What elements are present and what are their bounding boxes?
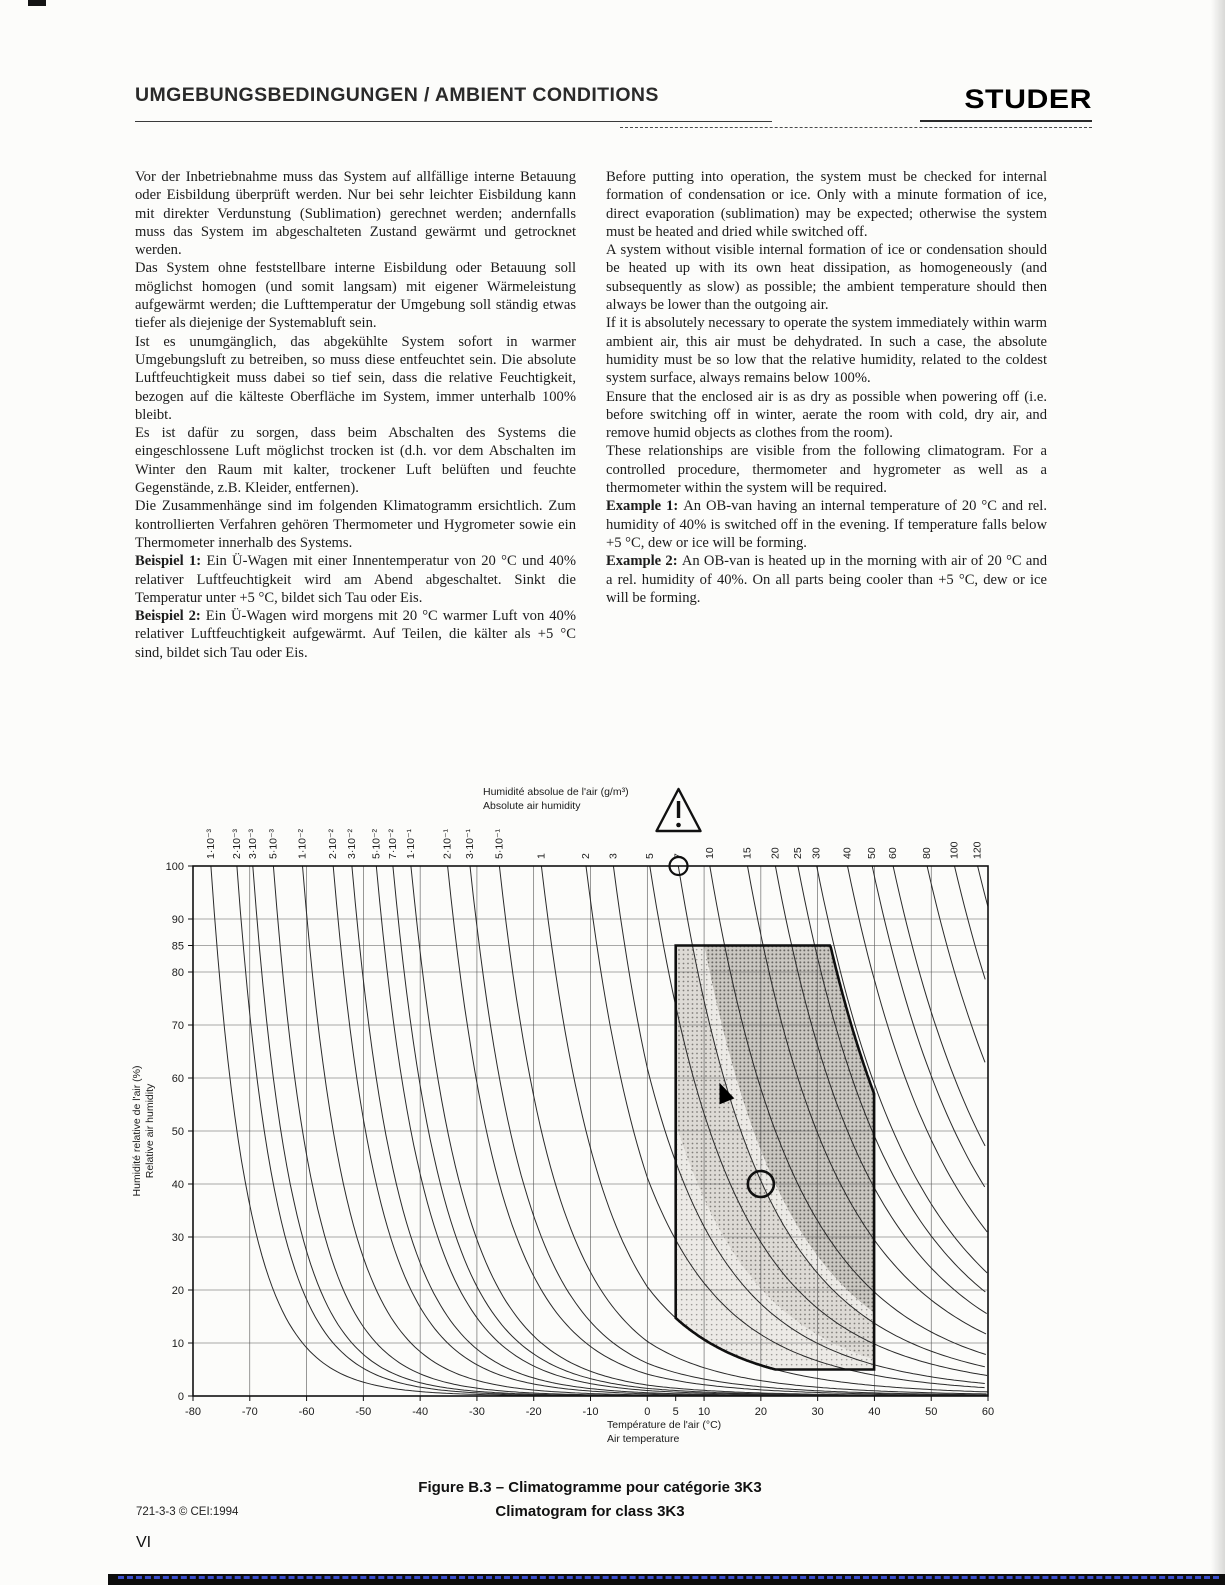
climatogram-chart <box>115 773 1077 1475</box>
abs-humidity-curve <box>872 866 985 1187</box>
paragraph <box>135 168 576 259</box>
y-axis-title <box>131 1066 156 1197</box>
paragraph-body: Before putting into operation, the system must be checked for internal formation of condensation or ice. Only with a minute formation of ice, direct evaporation (sublimation) may be expected; otherwise the system must be heated and dried while switched off. <box>606 169 1047 240</box>
paragraph-lead: Example 1: <box>606 498 684 515</box>
svg-text:10: 10 <box>171 1338 184 1350</box>
climatogram-figure <box>115 773 1077 1475</box>
svg-text:-30: -30 <box>468 1406 485 1418</box>
paragraph <box>606 442 1047 497</box>
svg-text:2·10⁻³: 2·10⁻³ <box>230 828 243 859</box>
x-tick-labels <box>185 1396 994 1418</box>
logo-rule <box>920 120 1092 122</box>
svg-text:-70: -70 <box>241 1406 258 1418</box>
svg-text:100: 100 <box>948 841 961 859</box>
page-number: VI <box>136 1534 152 1551</box>
paragraph <box>606 552 1047 607</box>
paragraph-lead: Beispiel 2: <box>135 608 206 625</box>
x-axis-title <box>607 1419 721 1445</box>
svg-text:80: 80 <box>171 967 184 979</box>
svg-text:Humidité relative de l'air (%: Humidité relative de l'air (%) <box>131 1065 143 1197</box>
abs-humidity-curve <box>893 866 985 1146</box>
svg-text:-10: -10 <box>582 1406 599 1418</box>
svg-text:90: 90 <box>171 914 184 926</box>
svg-text:3·10⁻¹: 3·10⁻¹ <box>464 828 477 859</box>
paragraph-lead: Beispiel 1: <box>135 553 207 570</box>
svg-text:5: 5 <box>672 1406 679 1418</box>
page-header <box>135 84 1092 115</box>
paragraph <box>606 388 1047 443</box>
svg-text:50: 50 <box>171 1126 184 1138</box>
header-rule <box>135 121 772 122</box>
svg-text:30: 30 <box>171 1232 184 1244</box>
svg-text:1·10⁻¹: 1·10⁻¹ <box>404 828 417 859</box>
paragraph-body: A system without visible internal formation of ice or condensation should be heated up with its own heat dissipation, as homogeneously (and subsequently as slow) as possible; the ambient temperature should then always be lower than the outgoing air. <box>606 242 1047 314</box>
svg-text:30: 30 <box>810 847 823 859</box>
svg-text:5: 5 <box>643 853 656 859</box>
svg-text:60: 60 <box>171 1073 184 1085</box>
paragraph-body: An OB-van is heated up in the morning with air of 20 °C and a rel. humidity of 40%. On all parts being cooler than +5 °C, dew or ice will be forming. <box>606 553 1047 606</box>
paragraph-body: Ist es unumgänglich, das abgekühlte System sofort in warmer Umgebungsluft zu betreiben, so muss diese entfeuchtet sein. Die absolute Luftfeuchtigkeit muss dabei so tief sein, dass die relative Feuchtigkeit, bezogen auf die kälteste Oberfläche im System, immer unterhalb 100% bleibt. <box>135 333 576 423</box>
svg-text:85: 85 <box>171 940 184 953</box>
paragraph-lead: Example 2: <box>606 553 682 570</box>
scan-edge-shadow <box>1211 0 1225 1585</box>
paragraph-body: These relationships are visible from the following climatogram. For a controlled procedure, thermometer and hygrometer as well as a thermometer within the system will be required. <box>606 443 1047 497</box>
paragraph <box>606 314 1047 387</box>
svg-text:20: 20 <box>754 1406 767 1418</box>
studer-logo: STUDER <box>964 84 1092 114</box>
paragraph <box>135 552 576 607</box>
abs-humidity-curve <box>955 866 986 979</box>
svg-text:60: 60 <box>887 847 900 859</box>
class-region-3k3 <box>676 946 874 1370</box>
svg-text:100: 100 <box>165 861 184 873</box>
svg-text:5·10⁻¹: 5·10⁻¹ <box>493 828 506 859</box>
svg-text:50: 50 <box>866 847 879 859</box>
scan-corner-mark <box>28 0 46 6</box>
abs-humidity-curve <box>978 866 988 906</box>
top-axis-labels <box>205 828 984 859</box>
figure-caption-fr: Figure B.3 – Climatogramme pour catégorie 3K3 <box>418 1479 762 1496</box>
figure-caption-en: Climatogram for class 3K3 <box>495 1503 685 1520</box>
paragraph <box>135 607 576 662</box>
header-dashed-rule <box>620 127 1092 128</box>
svg-text:3·10⁻³: 3·10⁻³ <box>246 828 259 859</box>
paragraph <box>606 497 1047 552</box>
svg-text:20: 20 <box>171 1285 184 1297</box>
paragraph-body: An OB-van having an internal temperature of 20 °C and rel. humidity of 40% is switched off in the evening. If temperature falls below +5 °C, dew or ice will be forming. <box>606 498 1047 551</box>
paragraph-body: Ein Ü-Wagen mit einer Innentemperatur von 20 °C und 40% relativer Luftfeuchtigkeit wird am Abend abgeschaltet. Sinkt die Temperatur unter +5 °C, bildet sich Tau oder Eis. <box>135 553 576 606</box>
english-column <box>606 168 1047 662</box>
svg-text:2: 2 <box>579 853 592 859</box>
warning-triangle-icon <box>657 789 701 831</box>
svg-text:Relative air humidity: Relative air humidity <box>144 1083 156 1179</box>
svg-text:-50: -50 <box>355 1406 372 1418</box>
document-reference: 721-3-3 © CEI:1994 <box>136 1506 239 1518</box>
svg-text:7: 7 <box>672 853 685 859</box>
paragraph-body: Vor der Inbetriebnahme muss das System auf allfällige interne Betauung oder Eisbildung überprüft werden. Nur bei sehr leichter Eisbildung kann mit direkter Verdunstung (Sublimation) gerechnet werden; andernfalls muss das System im abgeschalteten Zustand gewärmt und getrocknet werden. <box>135 169 576 259</box>
paragraph <box>135 259 576 332</box>
paragraph-body: Ein Ü-Wagen wird morgens mit 20 °C warmer Luft von 40% relativer Luftfeuchtigkeit aufgewärmt. Auf Teilen, die kälter als +5 °C sind, bildet sich Tau oder Eis. <box>135 608 576 661</box>
svg-text:40: 40 <box>841 847 854 859</box>
svg-text:Air temperature: Air temperature <box>607 1433 680 1445</box>
svg-text:50: 50 <box>925 1406 938 1418</box>
paragraph <box>135 333 576 424</box>
svg-text:1·10⁻²: 1·10⁻² <box>296 828 309 859</box>
scan-bottom-bar <box>108 1574 1225 1585</box>
svg-text:3·10⁻²: 3·10⁻² <box>345 828 358 859</box>
paragraph-body: Ensure that the enclosed air is as dry as possible when powering off (i.e. before switching off in winter, aerate the room with cold, dry air, and remove humid objects as clothes from the room). <box>606 388 1047 442</box>
abs-humidity-curve <box>927 866 985 1062</box>
svg-text:Absolute air humidity: Absolute air humidity <box>483 800 581 812</box>
svg-text:40: 40 <box>171 1179 184 1191</box>
svg-text:1: 1 <box>535 853 548 859</box>
svg-text:3: 3 <box>607 853 620 859</box>
svg-text:2·10⁻¹: 2·10⁻¹ <box>441 828 454 859</box>
german-column <box>135 168 576 662</box>
svg-text:0: 0 <box>177 1391 184 1403</box>
svg-text:-80: -80 <box>185 1406 201 1418</box>
svg-text:Humidité absolue de l'air (g: Humidité absolue de l'air (g/m³) <box>483 786 629 798</box>
svg-text:15: 15 <box>741 847 754 859</box>
svg-text:20: 20 <box>769 847 782 859</box>
top-axis-title <box>483 786 629 812</box>
svg-text:40: 40 <box>868 1406 881 1418</box>
svg-text:7·10⁻²: 7·10⁻² <box>386 828 399 859</box>
y-tick-labels <box>166 861 193 1403</box>
svg-text:30: 30 <box>811 1406 824 1418</box>
svg-text:-60: -60 <box>298 1406 315 1418</box>
page-title: UMGEBUNGSBEDINGUNGEN / AMBIENT CONDITIONS <box>135 84 659 106</box>
paragraph-body: If it is absolutely necessary to operate the system immediately within warm ambient air, this air must be dehydrated. In such a case, the absolute humidity must be so low that the relative humidity, related to the coldest system surface, always remains below 100%. <box>606 315 1047 387</box>
svg-text:-40: -40 <box>412 1406 429 1418</box>
paragraph <box>606 168 1047 241</box>
svg-text:70: 70 <box>171 1020 184 1032</box>
paragraph <box>135 497 576 552</box>
svg-text:10: 10 <box>703 847 716 859</box>
svg-text:80: 80 <box>921 847 934 859</box>
svg-text:5·10⁻³: 5·10⁻³ <box>267 828 280 859</box>
paragraph <box>135 424 576 497</box>
paragraph-body: Es ist dafür zu sorgen, dass beim Abschalten des Systems die eingeschlossene Luft möglichst trocken ist (d.h. vor dem Abschalten im Winter den Raum mit kalter, trockener Luft belüften und feuchte Gegenstände, z.B. Kleider, entfernen). <box>135 425 576 497</box>
svg-text:-20: -20 <box>525 1406 542 1418</box>
body-text <box>135 168 1047 662</box>
svg-text:60: 60 <box>981 1406 995 1418</box>
svg-text:0: 0 <box>644 1406 651 1418</box>
svg-text:5·10⁻²: 5·10⁻² <box>370 828 383 859</box>
paragraph-body: Die Zusammenhänge sind im folgenden Klimatogramm ersichtlich. Zum kontrollierten Verfahren gehören Thermometer und Hygrometer sowie ein Thermometer innerhalb des Systems. <box>135 498 576 551</box>
svg-text:25: 25 <box>791 847 804 859</box>
svg-text:2·10⁻²: 2·10⁻² <box>327 828 340 859</box>
svg-text:10: 10 <box>697 1406 711 1418</box>
paragraph <box>606 241 1047 314</box>
scan-bottom-dashes <box>118 1576 1219 1579</box>
paragraph-body: Das System ohne feststellbare interne Eisbildung oder Betauung soll möglichst homogen (und somit langsam) mit eigener Wärmeleistung aufgewärmt werden; die Lufttemperatur der Umgebung soll ständig etwas tiefer als diejenige der Systemabluft sein. <box>135 260 576 332</box>
svg-text:120: 120 <box>971 841 984 859</box>
svg-text:Température de l'air (°C): Température de l'air (°C) <box>607 1419 722 1431</box>
svg-text:1·10⁻³: 1·10⁻³ <box>204 828 217 859</box>
